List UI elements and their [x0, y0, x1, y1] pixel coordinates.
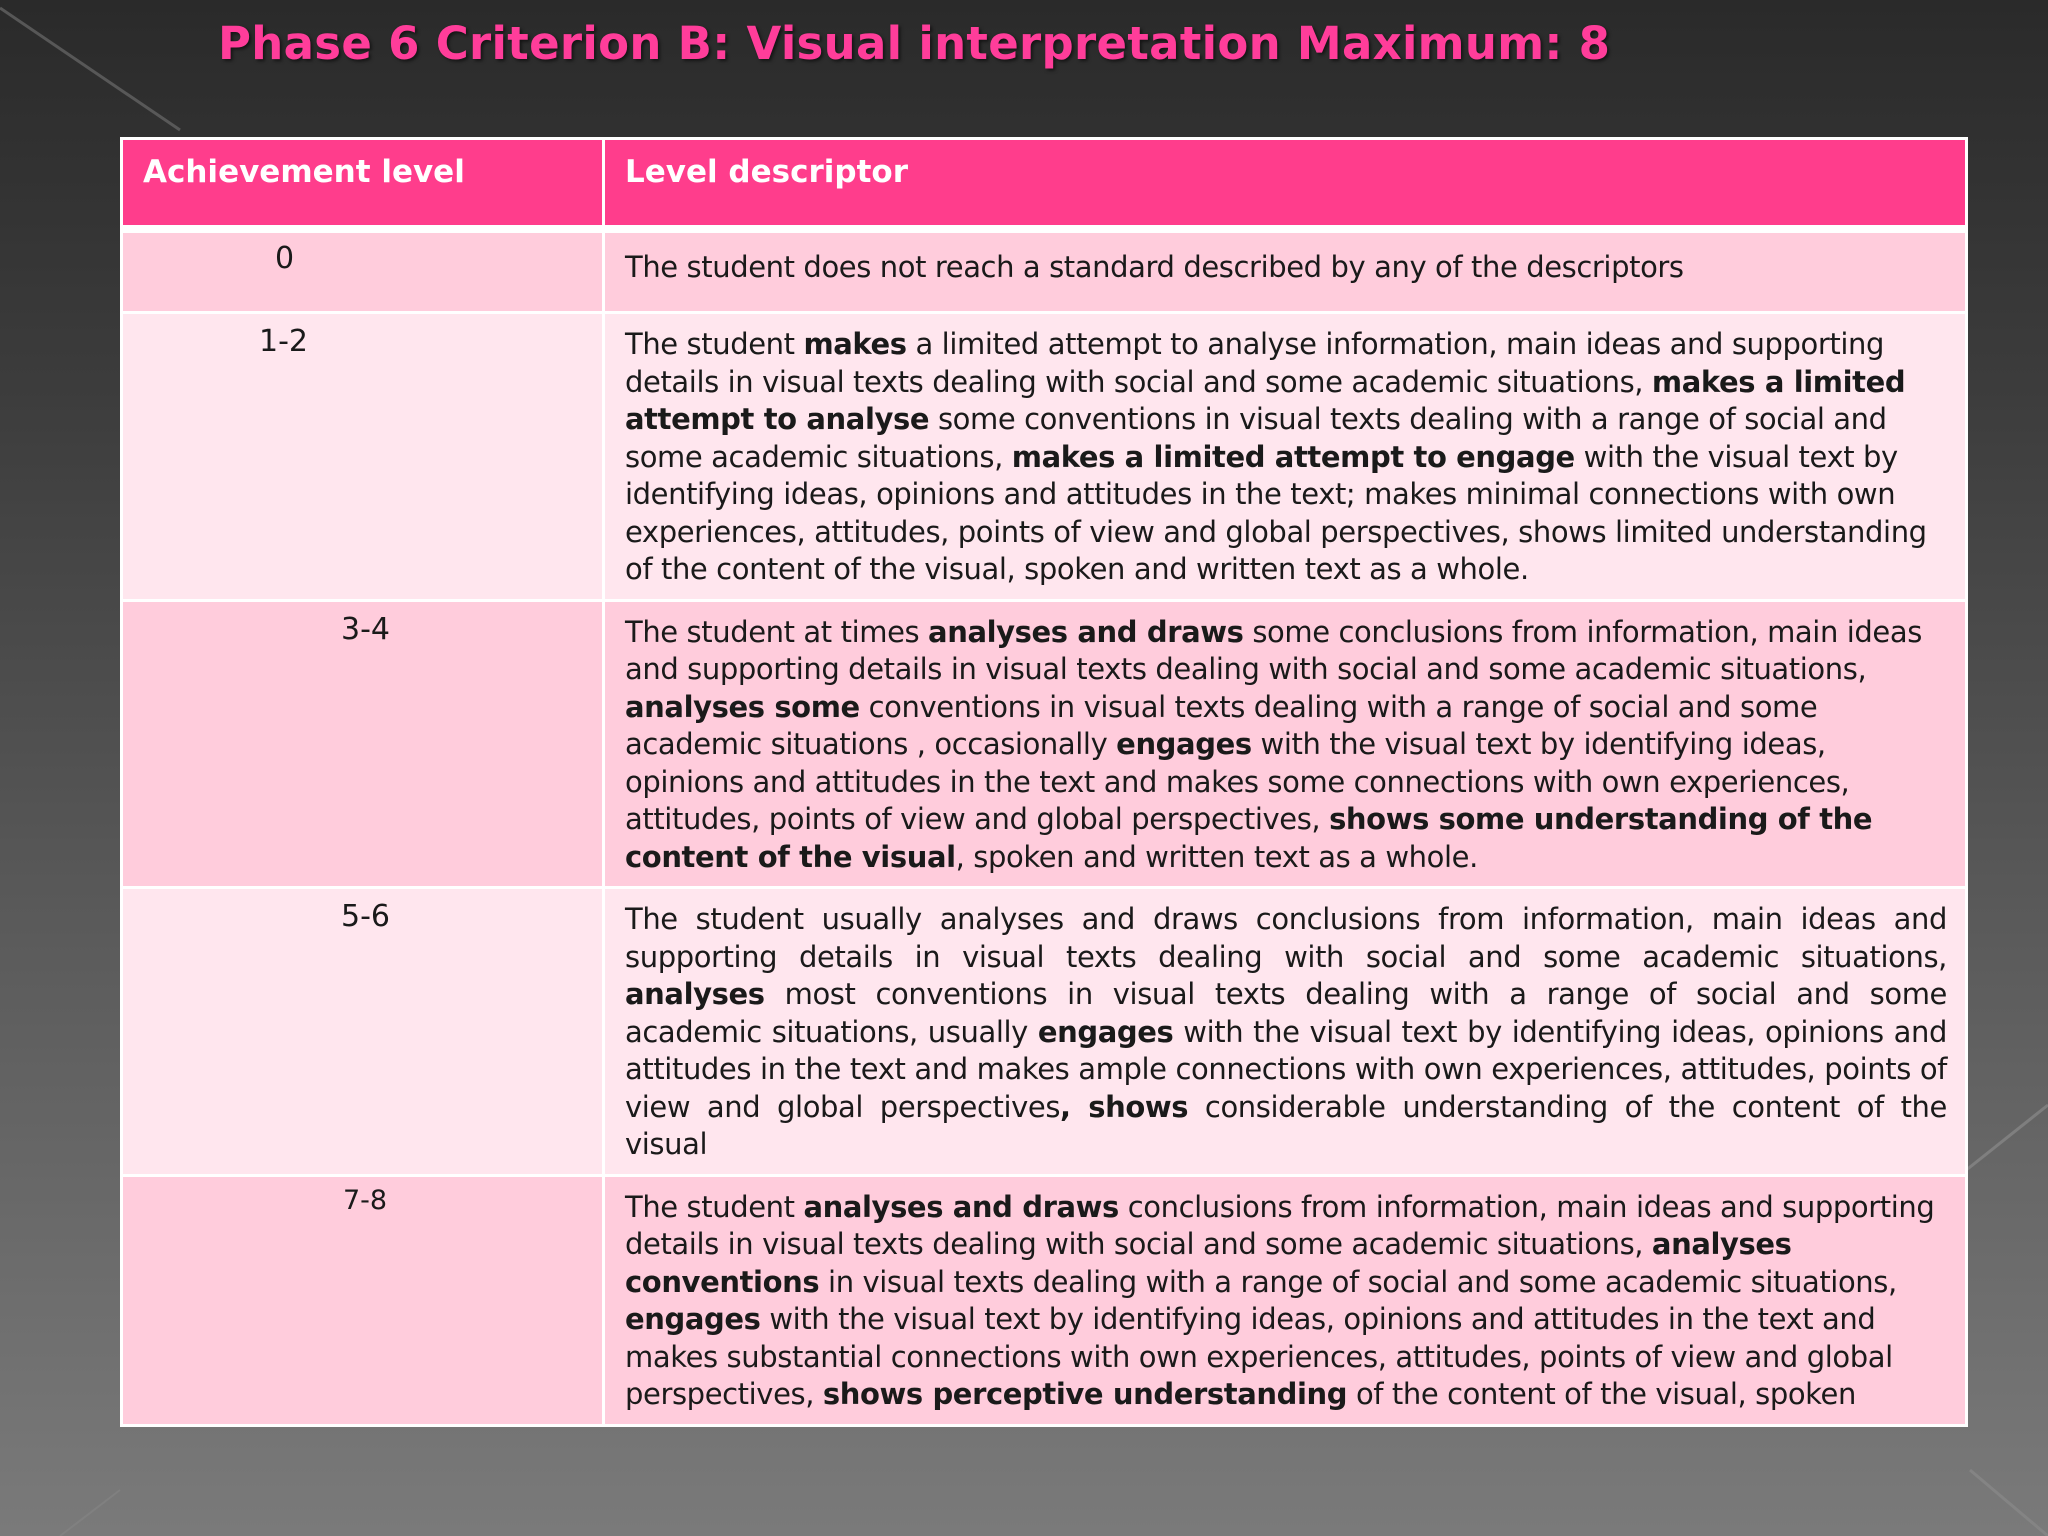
table-row	[122, 888, 1967, 1176]
descriptor-emphasis: shows perceptive understanding	[822, 1377, 1348, 1411]
descriptor-emphasis: analyses	[625, 977, 765, 1011]
descriptor-text: some conventions in visual texts dealing with a range of social and some academic situations,	[625, 402, 1887, 474]
descriptor-text: The student at times	[625, 614, 929, 649]
table-row	[122, 600, 1967, 888]
descriptor-text: , spoken and written text as a whole.	[955, 839, 1478, 874]
descriptor-emphasis: engages	[1037, 1014, 1174, 1049]
slide-title: Phase 6 Criterion B: Visual interpretation Maximum: 8	[218, 17, 1611, 70]
descriptor-text: in visual texts dealing with a range of social and some academic situations,	[819, 1264, 1897, 1299]
descriptor-text: The student	[625, 1189, 804, 1224]
level-value: 1-2	[259, 324, 308, 359]
rubric-table	[120, 137, 1968, 1427]
level-cell	[122, 888, 604, 1176]
level-cell	[122, 1175, 604, 1425]
descriptor-cell	[604, 1175, 1967, 1425]
descriptor-emphasis: makes a limited attempt to analyse	[625, 364, 1906, 436]
header-level-descriptor: Level descriptor	[604, 139, 1967, 230]
descriptor-cell	[604, 888, 1967, 1176]
descriptor-text: with the visual text by identifying ideas, opinions and attitudes in the text and makes some connections with own experiences, attitudes, points of view and global perspectives,	[625, 727, 1850, 836]
level-value: 5-6	[341, 899, 390, 934]
descriptor-emphasis: , shows	[1060, 1089, 1189, 1124]
table-row	[122, 1175, 1967, 1425]
descriptor-text: with the visual text by identifying ideas, opinions and attitudes in the text; makes minimal connections with own experiences, attitudes, points of view and global perspectives, shows limited understanding of the content of the visual, spoken and written text as a whole.	[625, 439, 1927, 586]
descriptor-text: considerable understanding of the content of the visual	[625, 1089, 1947, 1161]
descriptor-text: some conclusions from information, main ideas and supporting details in visual texts dealing with social and some academic situations,	[625, 614, 1922, 686]
descriptor-text: a limited attempt to analyse information, main ideas and supporting details in visual texts dealing with social and some academic situations,	[625, 327, 1885, 399]
descriptor-emphasis: makes	[803, 327, 907, 361]
descriptor-emphasis: analyses and draws	[928, 614, 1244, 649]
descriptor-cell	[604, 313, 1967, 601]
descriptor-text: of the content of the visual, spoken	[1347, 1377, 1856, 1411]
level-value: 0	[275, 241, 295, 276]
descriptor-text: most conventions in visual texts dealing with a range of social and some academic situations, usually	[625, 977, 1947, 1049]
level-value: 3-4	[341, 611, 390, 647]
descriptor-cell	[604, 229, 1967, 313]
descriptor-emphasis: engages	[1116, 727, 1252, 761]
descriptor-text: The student does not reach a standard described by any of the descriptors	[625, 250, 1684, 284]
descriptor-emphasis: analyses some	[625, 689, 860, 724]
descriptor-emphasis: makes a limited attempt to engage	[1011, 439, 1575, 474]
descriptor-text: conclusions from information, main ideas and supporting details in visual texts dealing with social and some academic situations,	[625, 1189, 1935, 1261]
descriptor-text: The student	[625, 327, 804, 361]
table-header-row	[122, 139, 1967, 230]
table-row	[122, 313, 1967, 601]
level-cell	[122, 229, 604, 313]
header-achievement-level: Achievement level	[122, 139, 604, 230]
descriptor-text: conventions in visual texts dealing with a range of social and some academic situations , occasionally	[625, 689, 1818, 761]
descriptor-text: with the visual text by identifying ideas, opinions and attitudes in the text and makes substantial connections with own experiences, attitudes, points of view and global perspectives,	[625, 1302, 1893, 1411]
level-value: 7-8	[343, 1184, 388, 1216]
descriptor-emphasis: shows some understanding of the content of the visual	[625, 802, 1873, 874]
descriptor-emphasis: engages	[625, 1302, 761, 1336]
descriptor-text: with the visual text by identifying ideas, opinions and attitudes in the text and makes ample connections with own experiences, attitudes, points of view and global perspectives	[625, 1014, 1947, 1124]
descriptor-emphasis: analyses conventions	[625, 1227, 1792, 1299]
level-cell	[122, 600, 604, 888]
descriptor-text: The student usually analyses and draws conclusions from information, main ideas and supporting details in visual texts dealing with social and some academic situations,	[625, 902, 1947, 974]
descriptor-cell	[604, 600, 1967, 888]
level-cell	[122, 313, 604, 601]
descriptor-emphasis: analyses and draws	[803, 1189, 1119, 1224]
table-row	[122, 229, 1967, 313]
